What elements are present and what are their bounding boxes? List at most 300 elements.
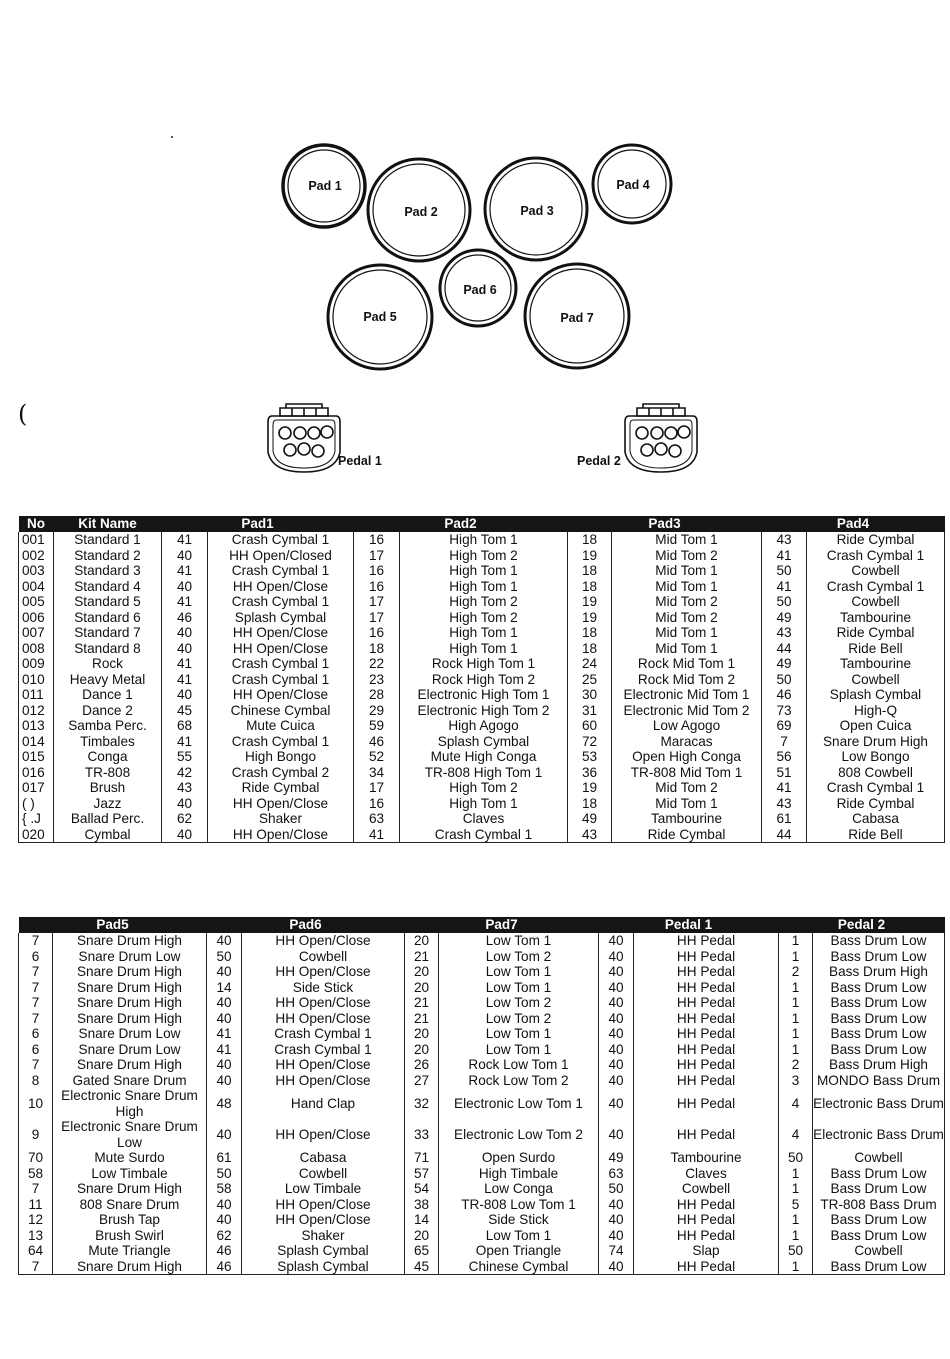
- table-cell: ( ): [19, 796, 54, 812]
- table-cell: High Tom 2: [400, 594, 568, 610]
- table-cell: MONDO Bass Drum: [813, 1073, 945, 1089]
- table-cell: 12: [19, 1212, 53, 1228]
- table-row: [19, 1073, 945, 1089]
- table-cell: Mid Tom 1: [612, 796, 762, 812]
- table-cell: HH Pedal: [634, 1088, 779, 1119]
- table-cell: 1: [779, 949, 813, 965]
- table-cell: HH Pedal: [634, 1042, 779, 1058]
- table-cell: 40: [599, 964, 634, 980]
- table-cell: 26: [405, 1057, 439, 1073]
- table-cell: 50: [779, 1150, 813, 1166]
- table-cell: 21: [405, 1011, 439, 1027]
- table-cell: 50: [779, 1243, 813, 1259]
- table-cell: High Tom 1: [400, 532, 568, 548]
- table-cell: TR-808 High Tom 1: [400, 765, 568, 781]
- table-row: [19, 995, 945, 1011]
- table-cell: Electronic Mid Tom 1: [612, 687, 762, 703]
- table-cell: 40: [207, 1212, 242, 1228]
- table-cell: 17: [354, 780, 400, 796]
- table2-body: [19, 933, 945, 1275]
- table-cell: 2: [779, 1057, 813, 1073]
- table-cell: 40: [162, 796, 208, 812]
- table-row: [19, 532, 945, 548]
- table-cell: Heavy Metal: [54, 672, 162, 688]
- table-cell: 41: [762, 548, 807, 564]
- table-cell: 16: [354, 563, 400, 579]
- table2-header-row: [19, 917, 945, 933]
- table-cell: Slap: [634, 1243, 779, 1259]
- table-cell: 005: [19, 594, 54, 610]
- table-cell: Standard 8: [54, 641, 162, 657]
- table-cell: 62: [207, 1228, 242, 1244]
- table-cell: Standard 1: [54, 532, 162, 548]
- table-cell: 51: [762, 765, 807, 781]
- table-cell: 40: [599, 1026, 634, 1042]
- table-cell: Snare Drum High: [53, 1259, 207, 1275]
- table-cell: 41: [162, 734, 208, 750]
- table-cell: 1: [779, 1181, 813, 1197]
- table-cell: Open High Conga: [612, 749, 762, 765]
- table-cell: 16: [354, 579, 400, 595]
- table-cell: 43: [762, 796, 807, 812]
- table-cell: High Tom 1: [400, 579, 568, 595]
- table-cell: 40: [599, 995, 634, 1011]
- table-cell: 23: [354, 672, 400, 688]
- table-cell: { .J: [19, 811, 54, 827]
- table-cell: HH Pedal: [634, 1197, 779, 1213]
- table-cell: Brush Tap: [53, 1212, 207, 1228]
- table-cell: HH Open/Close: [242, 1119, 405, 1150]
- table-cell: Cabasa: [242, 1150, 405, 1166]
- table-cell: HH Open/Close: [208, 641, 354, 657]
- table-cell: Bass Drum Low: [813, 1259, 945, 1275]
- table-cell: Mid Tom 2: [612, 610, 762, 626]
- pedal-1-label: Pedal 1: [338, 454, 382, 468]
- table-cell: 808 Cowbell: [807, 765, 945, 781]
- table-cell: 49: [599, 1150, 634, 1166]
- table-cell: 62: [162, 811, 208, 827]
- table-row: [19, 964, 945, 980]
- table-cell: Crash Cymbal 1: [208, 734, 354, 750]
- pedal-2-icon[interactable]: [625, 404, 697, 472]
- table-cell: 016: [19, 765, 54, 781]
- table-cell: Low Agogo: [612, 718, 762, 734]
- pad-6-label: Pad 6: [463, 283, 497, 297]
- table-cell: 16: [354, 532, 400, 548]
- table-cell: 58: [19, 1166, 53, 1182]
- table-cell: Mid Tom 2: [612, 594, 762, 610]
- table-cell: Snare Drum High: [53, 980, 207, 996]
- table-cell: 30: [568, 687, 612, 703]
- table-cell: Brush Swirl: [53, 1228, 207, 1244]
- table-row: [19, 1026, 945, 1042]
- table-cell: Electronic Bass Drum: [813, 1119, 945, 1150]
- table-cell: HH Pedal: [634, 1057, 779, 1073]
- table-cell: Tambourine: [807, 610, 945, 626]
- table-cell: TR-808: [54, 765, 162, 781]
- table-cell: Crash Cymbal 1: [242, 1026, 405, 1042]
- table-cell: 49: [762, 610, 807, 626]
- table-cell: 50: [762, 672, 807, 688]
- table-row: [19, 811, 945, 827]
- table-cell: 41: [162, 532, 208, 548]
- table-cell: 71: [405, 1150, 439, 1166]
- table-cell: 44: [762, 827, 807, 843]
- pedal-2-label: Pedal 2: [577, 454, 621, 468]
- table-cell: Snare Drum High: [53, 933, 207, 949]
- table-cell: Low Bongo: [807, 749, 945, 765]
- table-cell: Standard 7: [54, 625, 162, 641]
- table-row: [19, 827, 945, 843]
- table-cell: Low Tom 2: [439, 1011, 599, 1027]
- table-row: [19, 718, 945, 734]
- table-cell: 56: [762, 749, 807, 765]
- kit-table-pads-5-7-pedals: [18, 917, 945, 1275]
- table-cell: Electronic Low Tom 1: [439, 1088, 599, 1119]
- table-cell: 40: [599, 1073, 634, 1089]
- table-cell: 3: [779, 1073, 813, 1089]
- table-cell: 43: [762, 532, 807, 548]
- table-cell: HH Pedal: [634, 1011, 779, 1027]
- table-cell: 1: [779, 1212, 813, 1228]
- table-cell: 13: [19, 1228, 53, 1244]
- table-cell: 40: [162, 548, 208, 564]
- table-cell: Electronic Low Tom 2: [439, 1119, 599, 1150]
- table-cell: 40: [599, 1057, 634, 1073]
- table-cell: Cymbal: [54, 827, 162, 843]
- table-cell: 40: [207, 964, 242, 980]
- table-cell: Bass Drum Low: [813, 949, 945, 965]
- table-cell: Standard 3: [54, 563, 162, 579]
- table-cell: 009: [19, 656, 54, 672]
- table-cell: 013: [19, 718, 54, 734]
- table-row: [19, 933, 945, 949]
- table-cell: 69: [762, 718, 807, 734]
- table-cell: Bass Drum Low: [813, 995, 945, 1011]
- table-cell: 52: [354, 749, 400, 765]
- table-cell: Mid Tom 1: [612, 641, 762, 657]
- table-cell: 010: [19, 672, 54, 688]
- table-cell: 18: [568, 641, 612, 657]
- table-cell: Dance 1: [54, 687, 162, 703]
- table-cell: 32: [405, 1088, 439, 1119]
- table-cell: Crash Cymbal 1: [807, 780, 945, 796]
- table-cell: Low Tom 1: [439, 933, 599, 949]
- table-cell: 40: [599, 1042, 634, 1058]
- table-cell: Cowbell: [634, 1181, 779, 1197]
- table-cell: 008: [19, 641, 54, 657]
- table-cell: HH Pedal: [634, 1073, 779, 1089]
- header-pad1: Pad1: [162, 516, 354, 532]
- table-cell: Mute Triangle: [53, 1243, 207, 1259]
- table-cell: Crash Cymbal 1: [807, 548, 945, 564]
- table-cell: Crash Cymbal 1: [208, 656, 354, 672]
- table-cell: 38: [405, 1197, 439, 1213]
- table-cell: Low Tom 1: [439, 964, 599, 980]
- table-cell: 41: [354, 827, 400, 843]
- header-no: No: [19, 516, 54, 532]
- table-cell: 006: [19, 610, 54, 626]
- table-cell: 42: [162, 765, 208, 781]
- table-cell: Chinese Cymbal: [439, 1259, 599, 1275]
- table-cell: Brush: [54, 780, 162, 796]
- table-cell: Crash Cymbal 1: [208, 594, 354, 610]
- table-cell: 14: [405, 1212, 439, 1228]
- table-cell: 012: [19, 703, 54, 719]
- table-cell: High-Q: [807, 703, 945, 719]
- table-cell: Rock: [54, 656, 162, 672]
- table-cell: Low Timbale: [242, 1181, 405, 1197]
- table-cell: Snare Drum High: [807, 734, 945, 750]
- table-cell: 63: [599, 1166, 634, 1182]
- table-cell: High Tom 2: [400, 548, 568, 564]
- table-cell: 61: [762, 811, 807, 827]
- table-row: [19, 1119, 945, 1150]
- table-cell: Bass Drum Low: [813, 933, 945, 949]
- table-cell: 007: [19, 625, 54, 641]
- pad-7-label: Pad 7: [560, 311, 594, 325]
- table-cell: HH Pedal: [634, 949, 779, 965]
- table-cell: 6: [19, 1026, 53, 1042]
- table-cell: 808 Snare Drum: [53, 1197, 207, 1213]
- table-cell: Ride Cymbal: [208, 780, 354, 796]
- table-cell: Maracas: [612, 734, 762, 750]
- table-cell: 40: [599, 1011, 634, 1027]
- table-cell: Bass Drum Low: [813, 1228, 945, 1244]
- table-cell: 7: [19, 1181, 53, 1197]
- table-row: [19, 949, 945, 965]
- table-cell: HH Open/Close: [242, 1057, 405, 1073]
- table-cell: Rock Mid Tom 1: [612, 656, 762, 672]
- table-cell: 41: [762, 780, 807, 796]
- table-cell: 46: [207, 1259, 242, 1275]
- header-kit-name: Kit Name: [54, 516, 162, 532]
- table-row: [19, 687, 945, 703]
- table-cell: Low Conga: [439, 1181, 599, 1197]
- table-cell: 7: [19, 980, 53, 996]
- table-cell: TR-808 Mid Tom 1: [612, 765, 762, 781]
- table-cell: Electronic Snare Drum High: [53, 1088, 207, 1119]
- table-cell: 17: [354, 610, 400, 626]
- table-cell: 50: [762, 563, 807, 579]
- table-cell: Chinese Cymbal: [208, 703, 354, 719]
- table-cell: 63: [354, 811, 400, 827]
- table-cell: Snare Drum High: [53, 1011, 207, 1027]
- table-cell: Dance 2: [54, 703, 162, 719]
- table-cell: Crash Cymbal 1: [400, 827, 568, 843]
- table-cell: Low Timbale: [53, 1166, 207, 1182]
- table-row: [19, 625, 945, 641]
- table-row: [19, 610, 945, 626]
- table-cell: 40: [207, 1197, 242, 1213]
- table-cell: Ride Cymbal: [807, 796, 945, 812]
- table-cell: Open Cuica: [807, 718, 945, 734]
- table-row: [19, 1166, 945, 1182]
- table-cell: 40: [207, 1057, 242, 1073]
- table-cell: HH Open/Close: [208, 579, 354, 595]
- table-cell: 40: [599, 1088, 634, 1119]
- table-cell: 1: [779, 980, 813, 996]
- table-cell: HH Pedal: [634, 980, 779, 996]
- table-cell: Splash Cymbal: [242, 1259, 405, 1275]
- table-cell: Bass Drum Low: [813, 980, 945, 996]
- table-cell: HH Open/Close: [208, 687, 354, 703]
- table-row: [19, 656, 945, 672]
- table-cell: 22: [354, 656, 400, 672]
- header-pad3: Pad3: [568, 516, 762, 532]
- table-row: [19, 980, 945, 996]
- table-cell: HH Open/Close: [242, 1011, 405, 1027]
- table-cell: 46: [162, 610, 208, 626]
- table-cell: Mid Tom 1: [612, 625, 762, 641]
- table-cell: 40: [599, 1212, 634, 1228]
- table-cell: 1: [779, 1166, 813, 1182]
- table-cell: Bass Drum Low: [813, 1042, 945, 1058]
- table-cell: Splash Cymbal: [400, 734, 568, 750]
- header-pad2: Pad2: [354, 516, 568, 532]
- table-cell: Ballad Perc.: [54, 811, 162, 827]
- header-pad5: Pad5: [19, 917, 207, 933]
- table-cell: Splash Cymbal: [208, 610, 354, 626]
- table-cell: 9: [19, 1119, 53, 1150]
- table-cell: High Tom 1: [400, 796, 568, 812]
- table-cell: 59: [354, 718, 400, 734]
- table1-body: [19, 532, 945, 843]
- table-cell: HH Pedal: [634, 995, 779, 1011]
- table-cell: Electronic Snare Drum Low: [53, 1119, 207, 1150]
- table-cell: 41: [162, 563, 208, 579]
- table-cell: Crash Cymbal 1: [208, 563, 354, 579]
- table-cell: Standard 2: [54, 548, 162, 564]
- table-cell: Bass Drum Low: [813, 1181, 945, 1197]
- table-cell: 20: [405, 964, 439, 980]
- table-cell: 31: [568, 703, 612, 719]
- table-cell: 55: [162, 749, 208, 765]
- table-row: [19, 1228, 945, 1244]
- table-cell: 41: [762, 579, 807, 595]
- table-row: [19, 579, 945, 595]
- table-cell: 74: [599, 1243, 634, 1259]
- table-row: [19, 1057, 945, 1073]
- table-cell: 41: [162, 594, 208, 610]
- table-cell: TR-808 Bass Drum: [813, 1197, 945, 1213]
- table-cell: Bass Drum High: [813, 1057, 945, 1073]
- table-cell: 43: [162, 780, 208, 796]
- table-cell: 2: [779, 964, 813, 980]
- table-row: [19, 641, 945, 657]
- table-cell: Electronic Bass Drum: [813, 1088, 945, 1119]
- table-cell: 49: [568, 811, 612, 827]
- table-cell: 72: [568, 734, 612, 750]
- table-cell: Crash Cymbal 2: [208, 765, 354, 781]
- table-cell: 61: [207, 1150, 242, 1166]
- table-cell: Snare Drum Low: [53, 1042, 207, 1058]
- table-cell: 58: [207, 1181, 242, 1197]
- table-cell: 6: [19, 949, 53, 965]
- table-cell: 011: [19, 687, 54, 703]
- table-cell: HH Open/Close: [242, 1073, 405, 1089]
- table-cell: 1: [779, 933, 813, 949]
- table-cell: 40: [207, 995, 242, 1011]
- table-cell: Cowbell: [813, 1243, 945, 1259]
- table-cell: Splash Cymbal: [807, 687, 945, 703]
- table-cell: Low Tom 2: [439, 995, 599, 1011]
- table-row: [19, 548, 945, 564]
- table-cell: Rock Low Tom 1: [439, 1057, 599, 1073]
- table-cell: HH Open/Closed: [208, 548, 354, 564]
- table-row: [19, 1042, 945, 1058]
- table-cell: Bass Drum High: [813, 964, 945, 980]
- table-cell: 17: [354, 594, 400, 610]
- table-cell: 17: [354, 548, 400, 564]
- table-row: [19, 563, 945, 579]
- table-cell: 5: [779, 1197, 813, 1213]
- table-cell: Claves: [634, 1166, 779, 1182]
- table-row: [19, 703, 945, 719]
- table-cell: Crash Cymbal 1: [208, 672, 354, 688]
- table-cell: HH Open/Close: [208, 625, 354, 641]
- table-row: [19, 765, 945, 781]
- table-cell: 19: [568, 594, 612, 610]
- table-cell: 40: [599, 980, 634, 996]
- table-cell: HH Open/Close: [242, 1197, 405, 1213]
- table-cell: Bass Drum Low: [813, 1011, 945, 1027]
- table-cell: Cowbell: [242, 1166, 405, 1182]
- table-row: [19, 749, 945, 765]
- table-cell: High Bongo: [208, 749, 354, 765]
- table-cell: 40: [207, 1011, 242, 1027]
- pedal-1-icon[interactable]: [268, 404, 340, 472]
- table-cell: Rock Low Tom 2: [439, 1073, 599, 1089]
- table-row: [19, 1259, 945, 1275]
- table-row: [19, 796, 945, 812]
- table-cell: Conga: [54, 749, 162, 765]
- table-cell: Hand Clap: [242, 1088, 405, 1119]
- table-cell: Snare Drum High: [53, 1057, 207, 1073]
- table-cell: Low Tom 1: [439, 1042, 599, 1058]
- table-cell: HH Open/Close: [208, 827, 354, 843]
- table-cell: 017: [19, 780, 54, 796]
- table-cell: 19: [568, 780, 612, 796]
- table-cell: 24: [568, 656, 612, 672]
- table-cell: 6: [19, 1042, 53, 1058]
- table-cell: Ride Bell: [807, 641, 945, 657]
- table-cell: 015: [19, 749, 54, 765]
- table-cell: Shaker: [242, 1228, 405, 1244]
- table-cell: 004: [19, 579, 54, 595]
- table-cell: Mid Tom 2: [612, 780, 762, 796]
- table-cell: Jazz: [54, 796, 162, 812]
- table-cell: Mute Surdo: [53, 1150, 207, 1166]
- table-cell: 45: [162, 703, 208, 719]
- table-cell: HH Pedal: [634, 1212, 779, 1228]
- table-cell: Ride Bell: [807, 827, 945, 843]
- table-row: [19, 734, 945, 750]
- table-cell: 002: [19, 548, 54, 564]
- header-pad6: Pad6: [207, 917, 405, 933]
- table-cell: 11: [19, 1197, 53, 1213]
- table-cell: Low Tom 1: [439, 980, 599, 996]
- table-cell: 7: [19, 1057, 53, 1073]
- table-cell: 50: [207, 1166, 242, 1182]
- table-cell: HH Pedal: [634, 933, 779, 949]
- table-cell: Cowbell: [242, 949, 405, 965]
- table-cell: High Tom 1: [400, 641, 568, 657]
- table-cell: Samba Perc.: [54, 718, 162, 734]
- table-cell: 43: [568, 827, 612, 843]
- table-cell: HH Pedal: [634, 1259, 779, 1275]
- header-pedal2: Pedal 2: [779, 917, 945, 933]
